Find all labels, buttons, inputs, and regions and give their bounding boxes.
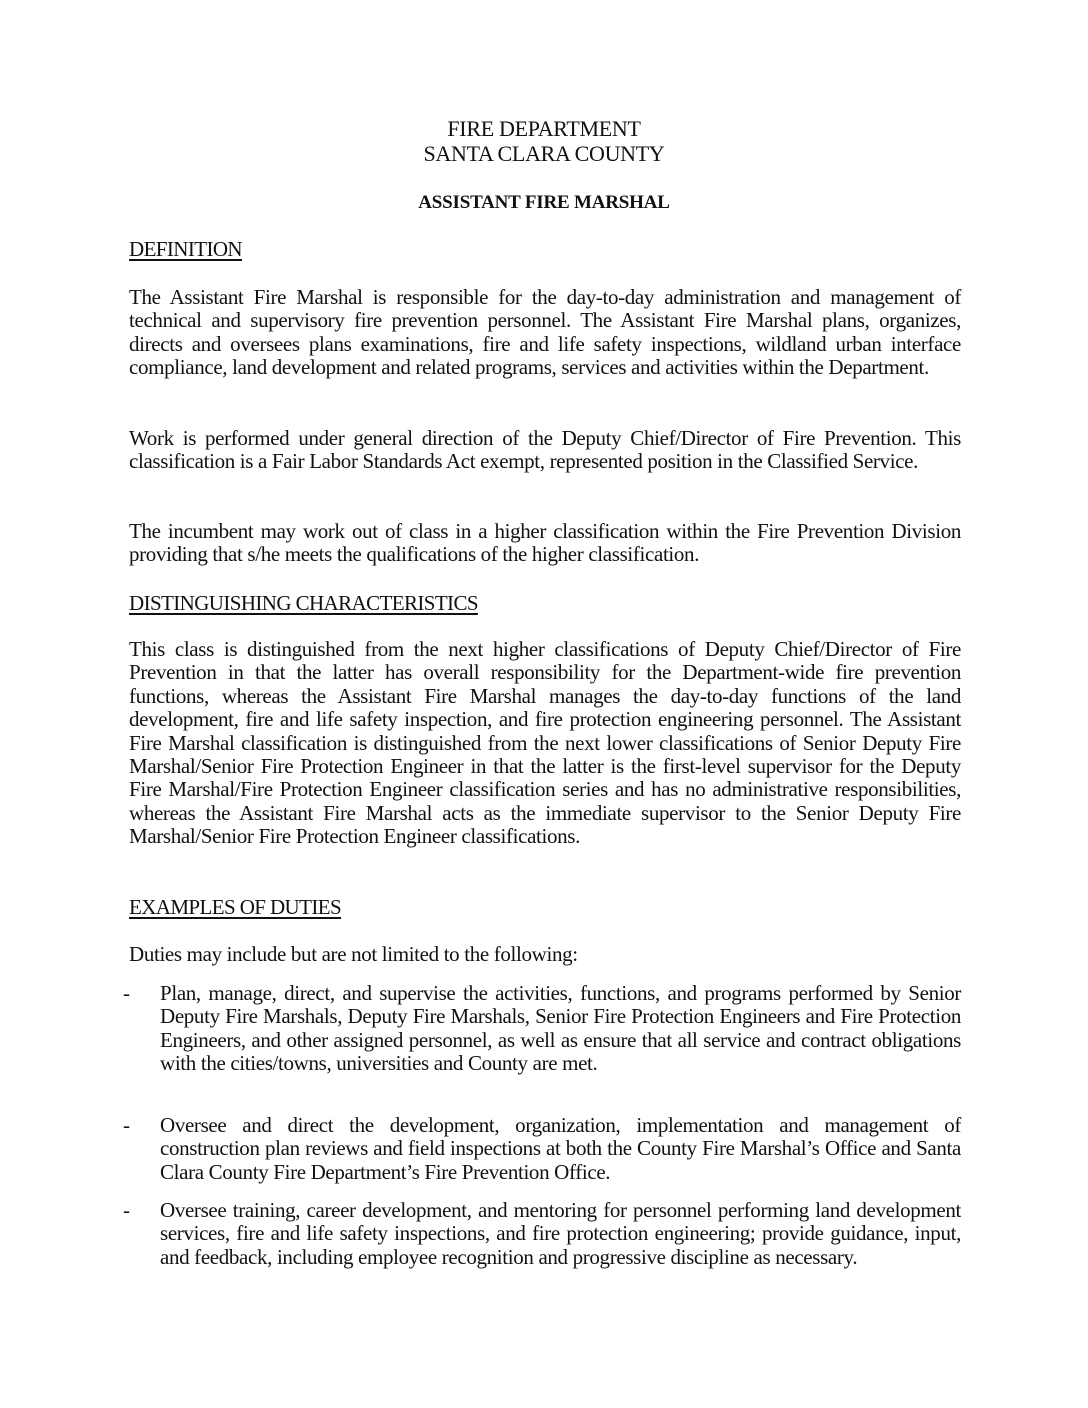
bullet-dash: - [123, 1113, 130, 1137]
distinguishing-paragraph-1: This class is distinguished from the next higher classifications of Deputy Chief/Director of Fire Prevention in that the latter has overall responsibility for the Department-wide fire prevention functions, whereas the Assistant Fire Marshal manages the day-to-day functions of the land development, fire and life safety inspection, and fire protection engineering personnel. The Assistant Fire Marshal classification is distinguished from the next lower classifications of Senior Deputy Fire Marshal/Senior Fire Protection Engineer in that the latter is the first-level supervisor for the Deputy Fire Marshal/Fire Protection Engineer classification series and has no administrative responsibilities, whereas the Assistant Fire Marshal acts as the immediate supervisor to the Senior Deputy Fire Marshal/Senior Fire Protection Engineer classifications. [129, 637, 961, 849]
bullet-dash: - [123, 981, 130, 1005]
duty-text: Plan, manage, direct, and supervise the activities, functions, and programs performed by Senior Deputy Fire Marshals, Deputy Fire Marshals, Senior Fire Protection Engineers and Fire Protection Engineers, and other assigned personnel, as well as ensure that all service and contract obligations with the cities/towns, universities and County are met. [160, 981, 961, 1076]
bullet-dash: - [123, 1198, 130, 1222]
section-heading-distinguishing: DISTINGUISHING CHARACTERISTICS [129, 591, 478, 615]
header-county: SANTA CLARA COUNTY [423, 141, 665, 166]
definition-paragraph-3: The incumbent may work out of class in a higher classification within the Fire Prevention Division providing that s/he meets the qualifications of the higher classification. [129, 519, 961, 567]
definition-paragraph-2: Work is performed under general direction of the Deputy Chief/Director of Fire Prevention. This classification is a Fair Labor Standards Act exempt, represented position in the Classified Service. [129, 426, 961, 474]
duty-text: Oversee and direct the development, organization, implementation and management of construction plan reviews and field inspections at both the County Fire Marshal’s Office and Santa Clara County Fire Department’s Fire Prevention Office. [160, 1113, 961, 1184]
duty-text: Oversee training, career development, and mentoring for personnel performing land development services, fire and life safety inspections, and fire protection engineering; provide guidance, input, and feedback, including employee recognition and progressive discipline as necessary. [160, 1198, 961, 1269]
definition-paragraph-1: The Assistant Fire Marshal is responsible for the day-to-day administration and management of technical and supervisory fire prevention personnel. The Assistant Fire Marshal plans, organizes, directs and oversees plans examinations, fire and life safety inspections, wildland urban interface compliance, land development and related programs, services and activities within the Department. [129, 285, 961, 380]
section-heading-duties: EXAMPLES OF DUTIES [129, 895, 342, 919]
document-title: ASSISTANT FIRE MARSHAL [418, 192, 670, 213]
duties-intro: Duties may include but are not limited to the following: [129, 942, 578, 966]
header-department: FIRE DEPARTMENT [447, 116, 641, 141]
section-heading-definition: DEFINITION [129, 237, 242, 261]
